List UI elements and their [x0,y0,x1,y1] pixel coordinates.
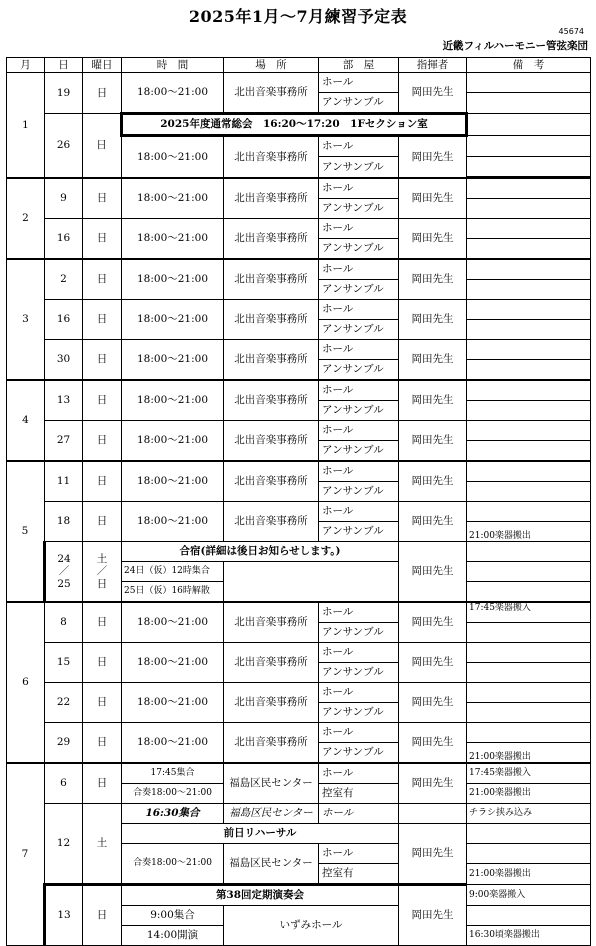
conductor-cell: 岡田先生 [399,340,467,381]
place-cell: 北出音楽事務所 [224,461,319,502]
room-cell: アンサンブル [319,157,399,179]
day-cell: 16 [45,300,83,340]
time-cell: 17:45集合 [122,763,224,784]
room-cell: ホール [319,723,399,743]
note-cell [467,73,591,93]
note-cell [467,643,591,663]
place-cell: 福島区民センター [224,844,319,885]
room-cell: 控室有 [319,864,399,885]
camp-day-end: 25 [57,577,71,590]
note-cell [467,703,591,723]
note-cell: 21:00楽器搬出 [467,784,591,804]
weekday-cell: 日 [83,73,122,114]
day-cell: 26 [45,114,83,179]
note-cell [467,824,591,844]
place-cell: 北出音楽事務所 [224,723,319,764]
month-cell: 5 [7,461,45,602]
place-cell: 北出音楽事務所 [224,219,319,260]
room-cell: アンサンブル [319,239,399,260]
place-cell: 北出音楽事務所 [224,300,319,340]
conductor-cell: 岡田先生 [399,136,467,179]
note-cell: 16:30頃楽器搬出 [467,926,591,946]
day-cell: 19 [45,73,83,114]
place-cell: 北出音楽事務所 [224,136,319,179]
place-cell: 北出音楽事務所 [224,421,319,462]
room-cell: ホール [319,136,399,157]
time-cell: 18:00～21:00 [122,178,224,219]
note-cell [467,300,591,320]
conductor-cell: 岡田先生 [399,763,467,804]
camp-line-1: 24日（仮）12時集合 [122,562,224,582]
room-cell: ホール [319,380,399,401]
note-cell [467,906,591,926]
schedule-table [6,57,591,946]
note-cell [467,562,591,582]
conductor-cell: 岡田先生 [399,885,467,946]
header-place: 場 所 [224,58,319,73]
time-cell: 18:00～21:00 [122,219,224,260]
note-cell [467,380,591,401]
header-conductor: 指揮者 [399,58,467,73]
note-cell [467,663,591,683]
room-cell: アンサンブル [319,320,399,340]
weekday-cell: 日 [83,602,122,643]
conductor-cell: 岡田先生 [399,178,467,219]
conductor-cell: 岡田先生 [399,421,467,462]
day-cell: 12 [45,804,83,885]
room-cell: アンサンブル [319,360,399,381]
header-day: 日 [45,58,83,73]
camp-blank [224,562,399,603]
note-cell [467,280,591,300]
conductor-cell: 岡田先生 [399,643,467,683]
note-cell [467,360,591,381]
day-cell: 9 [45,178,83,219]
room-cell: アンサンブル [319,663,399,683]
month-cell: 7 [7,763,45,946]
note-cell [467,482,591,502]
note-cell [467,582,591,603]
room-cell: アンサンブル [319,441,399,462]
header-month: 月 [7,58,45,73]
note-cell: 21:00楽器搬出 [467,743,591,764]
conductor-cell: 岡田先生 [399,683,467,723]
header-row [7,58,591,73]
weekday-cell: 日 [83,763,122,804]
day-cell: 11 [45,461,83,502]
time-cell: 合奏18:00～21:00 [122,784,224,804]
time-cell: 18:00～21:00 [122,259,224,300]
note-cell [467,157,591,177]
weekday-cell: 日 [83,885,122,946]
day-cell: 15 [45,643,83,683]
header-time: 時 間 [122,58,224,73]
time-cell: 18:00～21:00 [122,723,224,764]
month-cell: 6 [7,602,45,763]
note-cell [467,136,591,157]
camp-day-sep: ／ [58,565,70,578]
room-cell: アンサンブル [319,482,399,502]
note-cell [467,239,591,260]
note-cell: 21:00楽器搬出 [467,864,591,885]
time-cell: 18:00～21:00 [122,421,224,462]
conductor-cell: 岡田先生 [399,300,467,340]
weekday-cell: 日 [83,643,122,683]
day-cell: 27 [45,421,83,462]
day-cell: 18 [45,502,83,542]
weekday-cell: 土 [83,804,122,885]
time-cell: 18:00～21:00 [122,643,224,683]
camp-title: 合宿(詳細は後日お知らせします。) [122,542,399,562]
room-cell: アンサンブル [319,743,399,764]
conductor-cell: 岡田先生 [399,219,467,260]
time-cell: 18:00～21:00 [122,502,224,542]
camp-weekday-end: 日 [96,577,108,590]
room-cell: アンサンブル [319,703,399,723]
day-cell: 13 [45,380,83,421]
note-cell: 17:45楽器搬入 [467,763,591,784]
note-cell [467,199,591,219]
month-cell: 4 [7,380,45,461]
room-cell: アンサンブル [319,623,399,643]
room-cell: ホール [319,763,399,784]
weekday-cell: 日 [83,259,122,300]
note-cell [467,114,591,136]
note-cell: 17:45楽器搬入 [467,602,591,623]
note-cell: チラシ挟み込み [467,804,591,824]
weekday-cell: 日 [83,340,122,381]
time-cell: 18:00～21:00 [122,73,224,114]
conductor-cell: 岡田先生 [399,542,467,603]
day-cell: 16 [45,219,83,260]
time-cell: 14:00開演 [122,926,224,946]
time-cell: 18:00～21:00 [122,602,224,643]
room-cell: ホール [319,461,399,482]
conductor-cell: 岡田先生 [399,461,467,502]
concert-title: 第38回定期演奏会 [122,885,399,906]
conductor-cell: 岡田先生 [399,502,467,542]
room-cell: アンサンブル [319,93,399,114]
place-cell: 北出音楽事務所 [224,643,319,683]
place-cell: 北出音楽事務所 [224,259,319,300]
room-cell: ホール [319,259,399,280]
time-cell: 18:00～21:00 [122,461,224,502]
note-cell [467,401,591,421]
note-cell [467,683,591,703]
place-cell: いずみホール [224,906,399,946]
note-cell [467,461,591,482]
place-cell: 北出音楽事務所 [224,502,319,542]
room-cell: ホール [319,178,399,199]
room-cell: ホール [319,643,399,663]
note-cell [467,259,591,280]
weekday-cell [83,542,122,603]
place-cell: 福島区民センター [224,804,319,824]
document-number: 45674 [558,27,584,36]
camp-line-2: 25日（仮）16時解散 [122,582,224,603]
note-cell [467,723,591,743]
room-cell: ホール [319,502,399,522]
month-cell: 3 [7,259,45,380]
day-cell: 13 [45,885,83,946]
weekday-cell: 日 [83,219,122,260]
place-cell: 北出音楽事務所 [224,380,319,421]
weekday-cell: 日 [83,683,122,723]
day-cell: 22 [45,683,83,723]
day-cell: 30 [45,340,83,381]
conductor-cell: 岡田先生 [399,602,467,643]
time-cell: 16:30集合 [122,804,224,824]
time-cell: 18:00～21:00 [122,136,224,179]
note-cell: 9:00楽器搬入 [467,885,591,906]
conductor-cell: 岡田先生 [399,259,467,300]
camp-weekday-sep: ／ [96,565,108,578]
place-cell: 北出音楽事務所 [224,178,319,219]
header-notes: 備 考 [467,58,591,73]
header-room: 部 屋 [319,58,399,73]
note-cell [467,623,591,643]
page-title: 2025年1月～7月練習予定表 [188,7,408,26]
note-cell [467,178,591,199]
note-cell [467,441,591,462]
note-cell [467,542,591,562]
day-cell [45,542,83,603]
room-cell: ホール [319,421,399,441]
room-cell: ホール [319,683,399,703]
room-cell: ホール [319,602,399,623]
conductor-cell: 岡田先生 [399,73,467,114]
room-cell: アンサンブル [319,522,399,542]
note-cell: 21:00楽器搬出 [467,522,591,542]
day-cell: 2 [45,259,83,300]
place-cell: 福島区民センター [224,763,319,804]
time-cell: 18:00～21:00 [122,340,224,381]
conductor-cell: 岡田先生 [399,380,467,421]
header-weekday: 曜日 [83,58,122,73]
conductor-cell [399,804,467,824]
weekday-cell: 日 [83,421,122,462]
rehearsal-title: 前日リハーサル [122,824,399,844]
time-cell: 合奏18:00～21:00 [122,844,224,885]
weekday-cell: 日 [83,461,122,502]
room-cell: アンサンブル [319,280,399,300]
weekday-cell: 日 [83,300,122,340]
general-meeting-banner: 2025年度通常総会 16:20～17:20 1Fセクション室 [122,114,467,136]
month-cell: 1 [7,73,45,179]
note-cell [467,502,591,522]
weekday-cell: 日 [83,178,122,219]
weekday-cell: 日 [83,723,122,764]
note-cell [467,340,591,360]
room-cell: ホール [319,340,399,360]
time-cell: 18:00～21:00 [122,380,224,421]
time-cell: 9:00集合 [122,906,224,926]
camp-day-start: 24 [57,553,71,566]
camp-weekday-start: 土 [96,553,108,566]
month-cell: 2 [7,178,45,259]
weekday-cell: 日 [83,380,122,421]
room-cell: ホール [319,300,399,320]
room-cell: アンサンブル [319,199,399,219]
room-cell: ホール [319,73,399,93]
place-cell: 北出音楽事務所 [224,73,319,114]
place-cell: 北出音楽事務所 [224,683,319,723]
note-cell [467,93,591,114]
note-cell [467,320,591,340]
day-cell: 8 [45,602,83,643]
room-cell: 控室有 [319,784,399,804]
weekday-cell: 日 [83,114,122,179]
room-cell: ホール [319,804,399,824]
note-cell [467,219,591,239]
room-cell: ホール [319,219,399,239]
day-cell: 6 [45,763,83,804]
note-cell [467,421,591,441]
room-cell: アンサンブル [319,401,399,421]
conductor-cell: 岡田先生 [399,723,467,764]
room-cell: ホール [319,844,399,864]
time-cell: 18:00～21:00 [122,683,224,723]
note-cell [467,844,591,864]
day-cell: 29 [45,723,83,764]
place-cell: 北出音楽事務所 [224,602,319,643]
time-cell: 18:00～21:00 [122,300,224,340]
place-cell: 北出音楽事務所 [224,340,319,381]
weekday-cell: 日 [83,502,122,542]
organization-name: 近畿フィルハーモニー管弦楽団 [442,40,588,52]
conductor-cell: 岡田先生 [399,824,467,885]
